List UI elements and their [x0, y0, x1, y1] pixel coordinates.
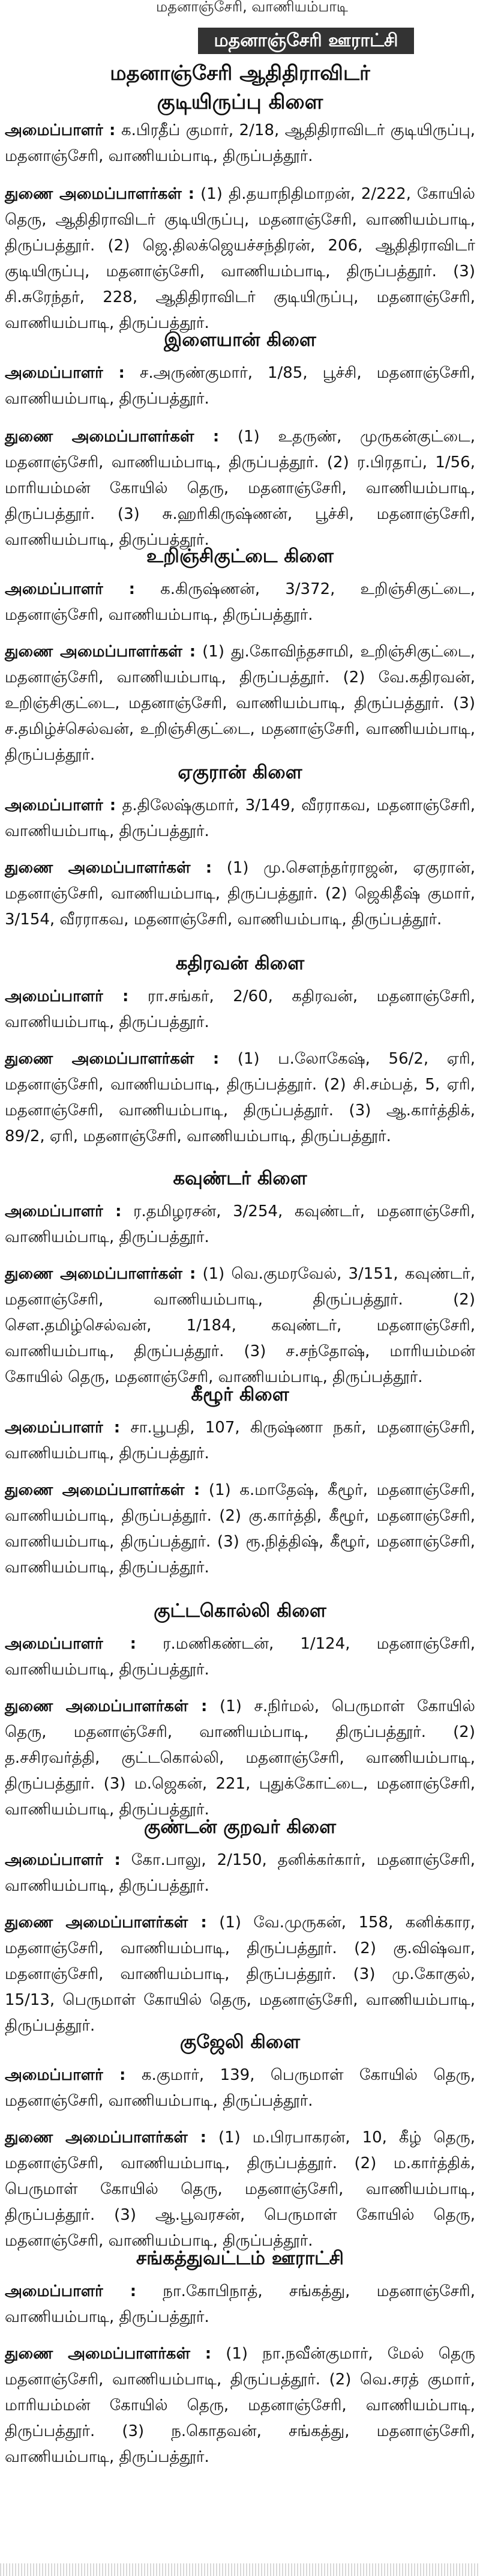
assistants-entry [5, 1046, 475, 1150]
main-title-line-2: குடியிருப்பு கிளை [157, 90, 323, 114]
organizer-label: அமைப்பாளர் : [5, 364, 125, 382]
organizer-text: க.குமார், 139, பெருமாள் கோயில் தெரு, மதனாஞ்சேரி, வாணியம்பாடி, திருப்பத்தூர். [5, 2066, 475, 2110]
assistants-entry [5, 1694, 475, 1819]
section-title: கவுண்டர் கிளை [173, 1168, 307, 1189]
organizer-entry [5, 2279, 475, 2330]
assistants-text: (1) ச.நிர்மல், பெருமாள் கோயில் தெரு, மதனாஞ்சேரி, வாணியம்பாடி, திருப்பத்தூர். (2) த.சசிரவர்த்தி, குட்டகொல்லி, மதனாஞ்சேரி, வாணியம்பாடி, திருப்பத்தூர். (3) ம.ஜெகன், 221, புதுக்கோட்டை, மதனாஞ்சேரி, வாணியம்பாடி, திருப்பத்தூர். [5, 1697, 475, 1819]
assistants-text: (1) ம.பிரபாகரன், 10, கீழ் தெரு, மதனாஞ்சேரி, வாணியம்பாடி, திருப்பத்தூர். (2) ம.கார்த்திக், பெருமாள் கோயில் தெரு, மதனாஞ்சேரி, வாணியம்பாடி, திருப்பத்தூர். (3) ஆ.பூவரசன், பெருமாள் கோயில் தெரு, மதனாஞ்சேரி, வாணியம்பாடி, திருப்பத்தூர். [5, 2129, 475, 2250]
organizer-entry [5, 1415, 475, 1467]
assistants-entry [5, 1261, 475, 1386]
organizer-text: ர.மணிகண்டன், 1/124, மதனாஞ்சேரி, வாணியம்பாடி, திருப்பத்தூர். [5, 1635, 475, 1679]
assistants-text: (1) ப.லோகேஷ், 56/2, ஏரி, மதனாஞ்சேரி, வாணியம்பாடி, திருப்பத்தூர். (2) சி.சம்பத், 5, ஏரி, மதனாஞ்சேரி, வாணியம்பாடி, திருப்பத்தூர். (3) ஆ.கார்த்திக், 89/2, ஏரி, மதனாஞ்சேரி, வாணியம்பாடி, திருப்பத்தூர். [5, 1050, 475, 1145]
organizer-text: ச.அருண்குமார், 1/85, பூச்சி, மதனாஞ்சேரி, வாணியம்பாடி, திருப்பத்தூர். [5, 364, 476, 408]
organizer-entry [5, 984, 475, 1035]
top-cutoff-line: மதனாஞ்சேரி, வாணியம்பாடி [156, 0, 348, 15]
assistants-label: துணை அமைப்பாளர்கள் : [5, 1914, 207, 1932]
section-title: குஜேலி கிளை [179, 2031, 301, 2053]
assistants-entry [5, 1910, 475, 2035]
assistants-entry [5, 1477, 475, 1581]
assistants-label: துணை அமைப்பாளர்கள் : [5, 428, 220, 446]
organizer-entry [5, 1847, 475, 1899]
organizer-label: அமைப்பாளர் : [5, 1851, 121, 1869]
panchayat-banner: மதனாஞ்சேரி ஊராட்சி [198, 28, 414, 54]
organizer-text: ரா.சங்கர், 2/60, கதிரவன், மதனாஞ்சேரி, வாணியம்பாடி, திருப்பத்தூர். [5, 987, 475, 1031]
assistants-text: (1) நா.நவீன்குமார், மேல் தெரு மதனாஞ்சேரி, வாணியம்பாடி, திருப்பத்தூர். (2) வெ.சரத் குமார், மாரியம்மன் கோயில் தெரு, மதனாஞ்சேரி, வாணியம்பாடி, திருப்பத்தூர். (3) ந.கொதவன், சங்கத்து, மதனாஞ்சேரி, வாணியம்பாடி, திருப்பத்தூர். [5, 2345, 475, 2466]
assistants-label: துணை அமைப்பாளர்கள் : [5, 1481, 200, 1499]
assistants-entry [5, 639, 476, 764]
organizer-entry [5, 2062, 475, 2114]
assistants-label: துணை அமைப்பாளர்கள் : [5, 1050, 220, 1068]
organizer-text: ர.தமிழரசன், 3/254, கவுண்டர், மதனாஞ்சேரி, வாணியம்பாடி, திருப்பத்தூர். [5, 1202, 475, 1246]
section-title: இளையான் கிளை [164, 329, 316, 351]
organizer-text: க.பிரதீப் குமார், 2/18, ஆதிதிராவிடர் குடியிருப்பு, மதனாஞ்சேரி, வாணியம்பாடி, திருப்பத்தூர். [5, 121, 476, 165]
assistants-entry [5, 2341, 475, 2466]
assistants-entry [5, 424, 476, 549]
assistants-text: (1) து.கோவிந்தசாமி, உறிஞ்சிகுட்டை, மதனாஞ்சேரி, வாணியம்பாடி, திருப்பத்தூர். (2) வே.கதிரவன், உறிஞ்சிகுட்டை, மதனாஞ்சேரி, வாணியம்பாடி, திருப்பத்தூர். (3) ச.தமிழ்ச்செல்வன், உறிஞ்சிகுட்டை, மதனாஞ்சேரி, வாணியம்பாடி, திருப்பத்தூர். [5, 643, 476, 764]
organizer-text: நா.கோபிநாத், சங்கத்து, மதனாஞ்சேரி, வாணியம்பாடி, திருப்பத்தூர். [5, 2282, 475, 2326]
section-title: ஏகுரான் கிளை [178, 762, 302, 783]
assistants-text: (1) உதருண், முருகன்குட்டை, மதனாஞ்சேரி, வாணியம்பாடி, திருப்பத்தூர். (2) ர.பிரதாப், 1/56, மாரியம்மன் கோயில் தெரு, மதனாஞ்சேரி, வாணியம்பாடி, திருப்பத்தூர். (3) சு.ஹரிகிருஷ்ணன், பூச்சி, மதனாஞ்சேரி, வாணியம்பாடி, திருப்பத்தூர். [5, 428, 476, 549]
organizer-entry [5, 1631, 475, 1683]
assistants-text: (1) வெ.குமரவேல், 3/151, கவுண்டர், மதனாஞ்சேரி, வாணியம்பாடி, திருப்பத்தூர். (2) செள.தமிழ்செல்வன், 1/184, கவுண்டர், மதனாஞ்சேரி, வாணியம்பாடி, திருப்பத்தூர். (3) ச.சந்தோஷ், மாரியம்மன் கோயில் தெரு, மதனாஞ்சேரி, வாணியம்பாடி, திருப்பத்தூர். [5, 1265, 475, 1386]
organizer-entry [5, 793, 475, 844]
section-title: கதிரவன் கிளை [175, 953, 305, 974]
organizer-label: அமைப்பாளர் : [5, 580, 136, 598]
assistants-label: துணை அமைப்பாளர்கள் : [5, 643, 196, 661]
assistants-label: துணை அமைப்பாளர்கள் : [5, 2129, 207, 2147]
organizer-label: அமைப்பாளர் : [5, 987, 129, 1005]
section-title: உறிஞ்சிகுட்டை கிளை [146, 545, 334, 567]
organizer-text: த.திலேஷ்குமார், 3/149, வீரராகவ, மதனாஞ்சேரி, வாணியம்பாடி, திருப்பத்தூர். [5, 796, 475, 840]
section-title: கீழூர் கிளை [191, 1384, 289, 1405]
organizer-text: கோ.பாலு, 2/150, தனிக்கர்கார், மதனாஞ்சேரி, வாணியம்பாடி, திருப்பத்தூர். [5, 1851, 475, 1895]
section-title: குட்டகொல்லி கிளை [154, 1600, 326, 1622]
assistants-text: (1) மு.சௌந்தர்ராஜன், ஏகுரான், மதனாஞ்சேரி, வாணியம்பாடி, திருப்பத்தூர். (2) ஜெகிதீஷ் குமார், 3/154, வீரராகவ, மதனாஞ்சேரி, வாணியம்பாடி, திருப்பத்தூர். [5, 859, 475, 929]
assistants-text: (1) க.மாதேஷ், கீழூர், மதனாஞ்சேரி, வாணியம்பாடி, திருப்பத்தூர். (2) கு.கார்த்தி, கீழூர், மதனாஞ்சேரி, வாணியம்பாடி, திருப்பத்தூர். (3) ரூ.நித்திஷ், கீழூர், மதனாஞ்சேரி, வாணியம்பாடி, திருப்பத்தூர். [5, 1481, 475, 1577]
assistants-label: துணை அமைப்பாளர்கள் : [5, 185, 195, 203]
organizer-text: க.கிருஷ்ணன், 3/372, உறிஞ்சிகுட்டை, மதனாஞ்சேரி, வாணியம்பாடி, திருப்பத்தூர். [5, 580, 475, 624]
assistants-text: (1) தி.தயாநிதிமாறன், 2/222, கோயில் தெரு, ஆதிதிராவிடர் குடியிருப்பு, மதனாஞ்சேரி, வாணியம்பாடி, திருப்பத்தூர். (2) ஜெ.திலக்ஜெயச்சந்திரன், 206, ஆதிதிராவிடர் குடியிருப்பு, மதனாஞ்சேரி, வாணியம்பாடி, திருப்பத்தூர். (3) சி.சுரேந்தர், 228, ஆதிதிராவிடர் குடியிருப்பு, மதனாஞ்சேரி, வாணியம்பாடி, திருப்பத்தூர். [5, 185, 475, 332]
organizer-entry [5, 360, 475, 412]
organizer-label: அமைப்பாளர் : [5, 1202, 122, 1220]
assistants-entry [5, 2125, 475, 2250]
section-title: குண்டன் குறவர் கிளை [143, 1816, 337, 1838]
assistants-label: துணை அமைப்பாளர்கள் : [5, 859, 212, 877]
assistants-text: (1) வே.முருகன், 158, கனிக்கார, மதனாஞ்சேரி, வாணியம்பாடி, திருப்பத்தூர். (2) கு.விஷ்வா, மதனாஞ்சேரி, வாணியம்பாடி, திருப்பத்தூர். (3) மு.கோகுல், 15/13, பெருமாள் கோயில் தெரு, மதனாஞ்சேரி, வாணியம்பாடி, திருப்பத்தூர். [5, 1914, 475, 2035]
organizer-label: அமைப்பாளர் : [5, 1635, 136, 1653]
organizer-text: சா.பூபதி, 107, கிருஷ்ணா நகர், மதனாஞ்சேரி, வாணியம்பாடி, திருப்பத்தூர். [5, 1419, 476, 1462]
assistants-label: துணை அமைப்பாளர்கள் : [5, 1265, 196, 1283]
organizer-label: அமைப்பாளர் : [5, 121, 116, 139]
organizer-entry [5, 118, 475, 169]
main-title-line-1: மதனாஞ்சேரி ஆதிதிராவிடர் [110, 61, 370, 85]
assistants-label: துணை அமைப்பாளர்கள் : [5, 2345, 212, 2363]
assistants-entry [5, 855, 475, 933]
bottom-ink-edge [0, 2563, 480, 2576]
organizer-entry [5, 577, 475, 628]
organizer-label: அமைப்பாளர் : [5, 796, 116, 814]
assistants-entry [5, 181, 475, 332]
assistants-label: துணை அமைப்பாளர்கள் : [5, 1697, 208, 1715]
organizer-label: அமைப்பாளர் : [5, 2066, 126, 2084]
organizer-label: அமைப்பாளர் : [5, 2282, 137, 2300]
section-title: சங்கத்துவட்டம் ஊராட்சி [136, 2247, 344, 2269]
organizer-entry [5, 1199, 475, 1250]
organizer-label: அமைப்பாளர் : [5, 1419, 121, 1437]
